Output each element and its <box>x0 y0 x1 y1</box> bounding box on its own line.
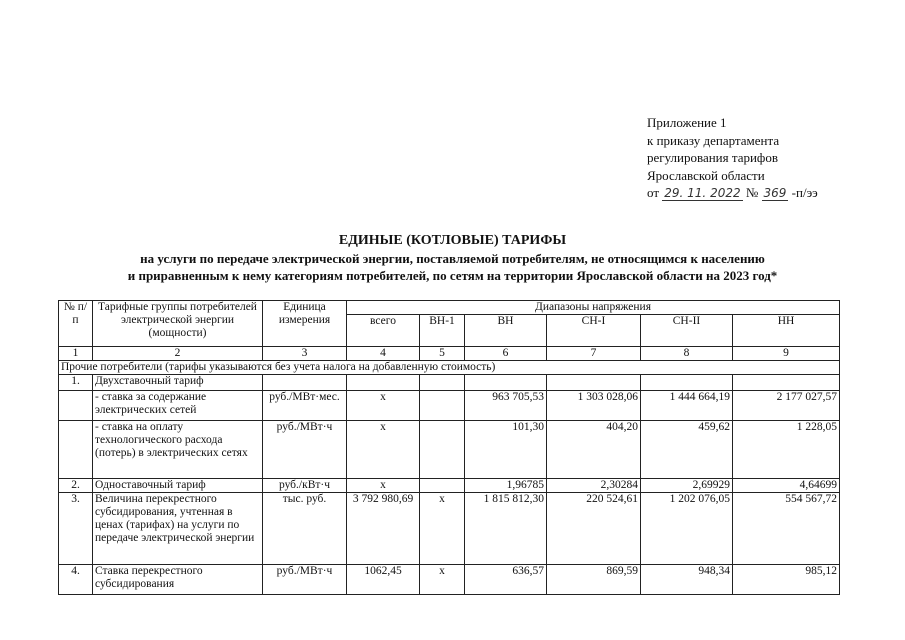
row-num: 3. <box>59 493 93 565</box>
appendix-line-3: регулирования тарифов <box>647 150 778 165</box>
header-total: всего <box>347 315 420 347</box>
row-total: 1062,45 <box>347 565 420 595</box>
row-vn: 1,96785 <box>465 479 547 493</box>
row-vn: 963 705,53 <box>465 391 547 421</box>
row-num <box>59 391 93 421</box>
date-prefix: от <box>647 185 660 200</box>
row-sn2: 2,69929 <box>641 479 733 493</box>
header-nn: НН <box>733 315 840 347</box>
row-vn1 <box>420 421 465 479</box>
row-vn1: х <box>420 565 465 595</box>
row-vn: 1 815 812,30 <box>465 493 547 565</box>
row-vn1 <box>420 479 465 493</box>
order-number: 369 <box>763 186 787 200</box>
row-nn: 4,64699 <box>733 479 840 493</box>
row-vn1 <box>420 375 465 391</box>
row-sn1: 220 524,61 <box>547 493 641 565</box>
row-sn2: 1 444 664,19 <box>641 391 733 421</box>
order-suffix: -п/ээ <box>791 185 818 200</box>
row-unit <box>263 375 347 391</box>
row-name: - ставка на оплату технологического расхода (потерь) в электрических сетях <box>93 421 263 479</box>
row-name: Величина перекрестного субсидирования, учтенная в ценах (тарифах) на услуги по передаче электрической энергии <box>93 493 263 565</box>
row-sn1 <box>547 375 641 391</box>
row-total <box>347 375 420 391</box>
col-number: 3 <box>263 347 347 361</box>
header-vn1: ВН-1 <box>420 315 465 347</box>
row-total: х <box>347 391 420 421</box>
section-heading: Прочие потребители (тарифы указываются без учета налога на добавленную стоимость) <box>59 361 840 375</box>
column-number-row <box>59 347 840 361</box>
row-unit: руб./МВт·ч <box>263 565 347 595</box>
row-unit: руб./МВт·ч <box>263 421 347 479</box>
row-sn1: 869,59 <box>547 565 641 595</box>
row-vn <box>465 375 547 391</box>
header-vn: ВН <box>465 315 547 347</box>
table-row <box>59 493 840 565</box>
appendix-order-line <box>647 184 818 202</box>
row-unit: руб./кВт·ч <box>263 479 347 493</box>
row-name: Ставка перекрестного субсидирования <box>93 565 263 595</box>
row-sn2: 948,34 <box>641 565 733 595</box>
document-title: ЕДИНЫЕ (КОТЛОВЫЕ) ТАРИФЫ <box>338 233 567 248</box>
document-subtitle-1: на услуги по передаче электрической энергии, поставляемой потребителям, не относящимся к населению <box>140 251 765 266</box>
table-row <box>59 391 840 421</box>
col-number: 6 <box>465 347 547 361</box>
col-number: 7 <box>547 347 641 361</box>
row-nn: 2 177 027,57 <box>733 391 840 421</box>
row-nn <box>733 375 840 391</box>
row-name: Одноставочный тариф <box>93 479 263 493</box>
row-vn: 101,30 <box>465 421 547 479</box>
header-group: Тарифные группы потребителей электрической энергии (мощности) <box>93 301 263 347</box>
appendix-line-2: к приказу департамента <box>647 132 780 148</box>
row-num: 1. <box>59 375 93 391</box>
row-vn1 <box>420 391 465 421</box>
row-num <box>59 421 93 479</box>
row-name: - ставка за содержание электрических сетей <box>93 391 263 421</box>
appendix-line-1: Приложение 1 <box>647 115 727 130</box>
row-sn2: 459,62 <box>641 421 733 479</box>
col-number: 2 <box>93 347 263 361</box>
row-sn2: 1 202 076,05 <box>641 493 733 565</box>
row-num: 2. <box>59 479 93 493</box>
row-vn1: х <box>420 493 465 565</box>
row-sn1: 404,20 <box>547 421 641 479</box>
header-sn2: СН-II <box>641 315 733 347</box>
header-num: № п/п <box>59 301 93 347</box>
row-total: х <box>347 421 420 479</box>
row-vn: 636,57 <box>465 565 547 595</box>
appendix-block <box>647 114 818 202</box>
row-nn: 1 228,05 <box>733 421 840 479</box>
table-row <box>59 565 840 595</box>
header-ranges: Диапазоны напряжения <box>347 301 840 315</box>
row-sn2 <box>641 375 733 391</box>
header-sn1: СН-I <box>547 315 641 347</box>
number-prefix: № <box>745 185 759 200</box>
table-row <box>59 421 840 479</box>
document-subtitle-2: и приравненным к нему категориям потребителей, по сетям на территории Ярославской области на 2023 год* <box>127 268 778 283</box>
table-row <box>59 375 840 391</box>
row-num: 4. <box>59 565 93 595</box>
row-total: х <box>347 479 420 493</box>
order-date: 29. 11. 2022 <box>664 186 741 200</box>
tariff-table <box>58 300 840 595</box>
row-total: 3 792 980,69 <box>347 493 420 565</box>
row-sn1: 1 303 028,06 <box>547 391 641 421</box>
row-unit: тыс. руб. <box>263 493 347 565</box>
row-name: Двухставочный тариф <box>93 375 263 391</box>
row-unit: руб./МВт·мес. <box>263 391 347 421</box>
col-number: 9 <box>733 347 840 361</box>
appendix-line-4: Ярославской области <box>647 167 765 183</box>
col-number: 4 <box>347 347 420 361</box>
table-row <box>59 479 840 493</box>
row-sn1: 2,30284 <box>547 479 641 493</box>
col-number: 1 <box>59 347 93 361</box>
row-nn: 554 567,72 <box>733 493 840 565</box>
header-unit: Единица измерения <box>263 301 347 347</box>
col-number: 5 <box>420 347 465 361</box>
row-nn: 985,12 <box>733 565 840 595</box>
col-number: 8 <box>641 347 733 361</box>
